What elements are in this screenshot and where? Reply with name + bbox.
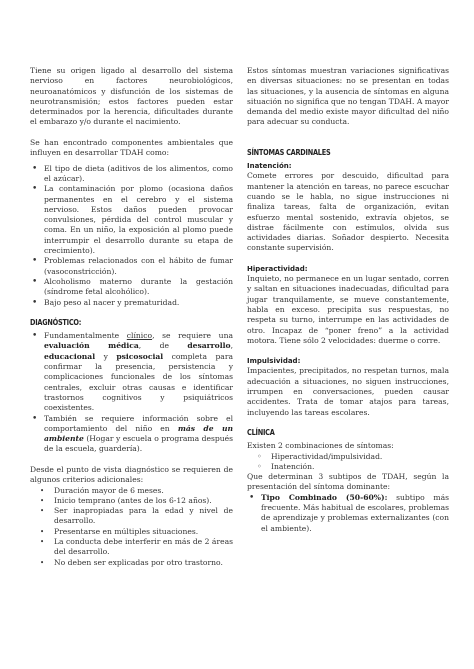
- criteria-intro: Desde el punto de vista diagnóstico se requieren de algunos criterios adicionales:: [30, 464, 233, 485]
- symptoms-heading: SÍNTOMAS CARDINALES: [247, 148, 331, 158]
- clinical-heading: CLÍNICA: [247, 428, 275, 438]
- list-item: • La conducta debe interferir en más de 2 áreas del desarrollo.: [30, 537, 233, 558]
- clinical-combinations-list: [247, 452, 449, 473]
- list-item: • No deben ser explicadas por otro trastorno.: [30, 558, 233, 568]
- list-item: • Tipo Combinado (50-60%): subtipo más frecuente. Más habitual de escolares, problemas de aprendizaje y problemas externalizantes (con el ambiente).: [247, 493, 449, 534]
- list-item: • Presentarse en múltiples situaciones.: [30, 527, 233, 537]
- right-column: [247, 66, 449, 534]
- list-item: • Fundamentalmente clínico, se requiere una evaluación médica, de desarrollo, educacional y psicosocial completa para confirmar la presencia, persistencia y complicaciones funcionales de los síntomas centrales, excluir otras causas e identificar trastornos cognitivos y psiquiátricos coexistentes.: [30, 331, 233, 413]
- list-item: • Inicio temprano (antes de los 6-12 años).: [30, 496, 233, 506]
- environment-list: [30, 164, 233, 308]
- subtypes-list: [247, 493, 449, 534]
- list-item: ◦ Inatención.: [247, 462, 449, 472]
- criteria-list: [30, 486, 233, 568]
- hyperactivity-text: Inquieto, no permanece en un lugar sentado, corren y saltan en situaciones inadecuadas, dificultad para jugar tranquilamente, se mueve constantemente, habla en exceso. precipita sus respuestas, no respeta su turno, interrumpe en las actividades de otro. Incapaz de “poner freno” a la actividad motora. Tiene sólo 2 velocidades: duerme o corre.: [247, 274, 449, 345]
- environment-intro: Se han encontrado componentes ambientales que influyen en desarrollar TDAH como:: [30, 138, 233, 158]
- origin-paragraph: Tiene su origen ligado al desarrollo del sistema nervioso en factores neurobiológicos, neuroanatómicos y disfunción de los sistemas de neurotransmisión; estos factores pueden estar determinados por la herencia, dificultades durante el embarazo y/o durante el nacimiento.: [30, 66, 233, 127]
- clinical-intro: Existen 2 combinaciones de síntomas:: [247, 441, 394, 451]
- impulsivity-label: Impulsividad:: [247, 357, 301, 366]
- left-column: [30, 66, 233, 568]
- list-item: • Bajo peso al nacer y prematuridad.: [30, 298, 233, 308]
- list-item: • El tipo de dieta (aditivos de los alimentos, como el azúcar).: [30, 164, 233, 185]
- inattention-text: Comete errores por descuido, dificultad para mantener la atención en tareas, no parece escuchar cuando se le habla, no sigue instrucciones ni finaliza tareas, falta de organización, evitan esfuerzo mental sostenido, extravía objetos, se distrae fácilmente con estímulos, olvida sus actividades diarias. Soñador despierto. Necesita constante supervisión.: [247, 171, 449, 253]
- list-item: • Problemas relacionados con el hábito de fumar (vasoconstricción).: [30, 256, 233, 277]
- list-item: • Alcoholismo materno durante la gestación (síndrome fetal alcohólico).: [30, 277, 233, 298]
- list-item: • La contaminación por plomo (ocasiona daños permanentes en el cerebro y el sistema nervioso. Estos daños pueden provocar convulsiones, pérdida del control muscular y coma. En un niño, la exposición al plomo puede interrumpir el desarrollo durante su etapa de crecimiento).: [30, 184, 233, 256]
- impulsivity-text: Impacientes, precipitados, no respetan turnos, mala adecuación a situaciones, no siguen instrucciones, irrumpen en conversaciones, pueden causar accidentes. Trata de tomar atajos para tareas, incluyendo las tareas escolares.: [247, 366, 449, 417]
- list-item: • Duración mayor de 6 meses.: [30, 486, 233, 496]
- diagnosis-list: [30, 331, 233, 455]
- variation-paragraph: Estos síntomas muestran variaciones significativas en diversas situaciones: no se presentan en todas las situaciones, y la ausencia de síntomas en alguna situación no significa que no tengan TDAH. A mayor demanda del medio existe mayor dificultad del niño para adecuar su conducta.: [247, 66, 449, 127]
- list-item: ◦ Hiperactividad/impulsividad.: [247, 452, 449, 462]
- diagnosis-heading: DIAGNÓSTICO:: [30, 318, 82, 328]
- subtypes-paragraph: Que determinan 3 subtipos de TDAH, según la presentación del síntoma dominante:: [247, 472, 449, 492]
- list-item: • También se requiere información sobre el comportamiento del niño en más de un ambiente (Hogar y escuela o programa después de la escuela, guardería).: [30, 414, 233, 455]
- inattention-label: Inatención:: [247, 162, 292, 171]
- list-item: • Ser inapropiadas para la edad y nivel de desarrollo.: [30, 506, 233, 527]
- hyperactivity-label: Hiperactividad:: [247, 265, 308, 274]
